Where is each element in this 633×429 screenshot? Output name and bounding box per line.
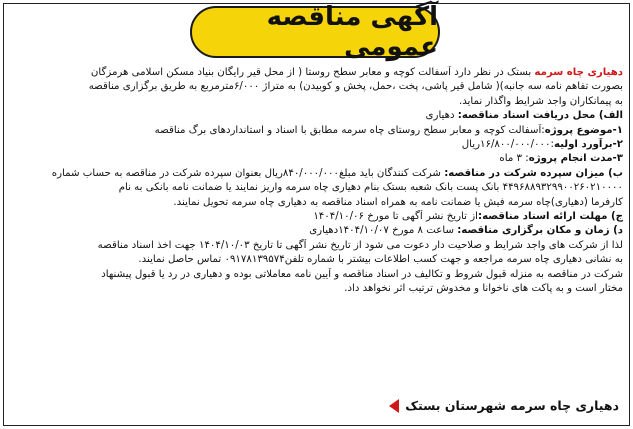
item-1: ۱-موضوع پروژه:آسفالت کوچه و معابر سطح روستای چاه سرمه مطابق با اسناد و استانداردهای برگ مناقصه bbox=[154, 124, 623, 136]
intro-line-1: دهیاری چاه سرمه بستک در نظر دارد آسفالت کوچه و معابر سطح روستا ( از محل قیر رایگان بنیاد مسکن اسلامی هرمزگان bbox=[90, 67, 623, 78]
closing-line-2: به نشانی دهیاری چاه سرمه مراجعه و جهت کسب اطلاعات بیشتر با شماره تلفن۰۹۱۷۸۱۳۹۵۷۴ تماس حاصل نمایند. bbox=[138, 254, 623, 266]
red-arrow-icon bbox=[389, 399, 399, 413]
title-banner bbox=[190, 2, 440, 62]
signature-text: دهیاری چاه سرمه شهرستان بستک bbox=[405, 398, 619, 413]
closing-line-1: لذا از شرکت های واجد شرایط و صلاحیت دار دعوت می شود از تاریخ نشر آگهی تا تاریخ ۱۴۰۴/۱۰/۰۳ جهت اخذ اسناد مناقصه bbox=[97, 239, 623, 251]
item-je: ج) مهلت ارائه اسناد مناقصه:از تاریخ نشر آگهی تا مورخ ۱۴۰۴/۱۰/۰۶ bbox=[313, 211, 623, 223]
item-be-line-2: ۴۴۹۶۸۸۹۳۲۹۹۰۰۲۶۰۲۱۰۰۰۰ بانک پست بانک شعبه بستک بنام دهیاری چاه سرمه واریز نمایند یا ضمانت نامه بانکی به نام bbox=[118, 182, 623, 194]
signature-block bbox=[389, 398, 619, 413]
closing-line-3: شرکت در مناقصه به منزله قبول شروط و تکالیف در اسناد مناقصه و آیین نامه معاملاتی بوده و دهیاری در رد یا قبول پیشنهاد bbox=[101, 268, 623, 280]
item-de: د) زمان و مکان برگزاری مناقصه: ساعت ۸ مورخ ۱۴۰۴/۱۰/۰۷دهیاری bbox=[309, 225, 623, 237]
item-alef: الف) محل دریافت اسناد مناقصه: دهیاری bbox=[425, 110, 623, 122]
organization-name: دهیاری چاه سرمه bbox=[534, 67, 623, 78]
item-be-line-1: ب) میزان سپرده شرکت در مناقصه: شرکت کنندگان باید مبلغ۸۴۰/۰۰۰/۰۰۰ریال بعنوان سپرده شرکت در مناقصه به حساب شماره bbox=[51, 167, 623, 179]
item-2: ۲-برآورد اولیه:۱۶/۸۰۰/۰۰۰/۰۰۰ریال bbox=[461, 139, 623, 151]
closing-line-4: مختار است و به پاکت های ناخوانا و مخدوش ترتیب اثر نخواهد داد. bbox=[344, 283, 623, 295]
intro-line-3: به پیمانکاران واجد شرایط واگذار نماید. bbox=[458, 95, 623, 107]
notice-title: آگهی مناقصه عمومی bbox=[266, 2, 438, 62]
intro-line-2: بصورت تفاهم نامه سه جانبه)( شامل قیر پاشی، پخت ،حمل، پخش و کوبیدن) به متراژ ۶/۰۰۰مترمربع به طریق برگزاری مناقصه bbox=[88, 81, 623, 93]
item-3: ۳-مدت انجام پروژه: ۳ ماه bbox=[499, 153, 623, 165]
item-be-line-3: کارفرما (دهیاری)چاه سرمه فیش یا ضمانت نامه به همراه اسناد مناقصه به دهیاری چاه سرمه تحویل نمایند. bbox=[173, 196, 623, 208]
notice-body bbox=[10, 66, 623, 297]
